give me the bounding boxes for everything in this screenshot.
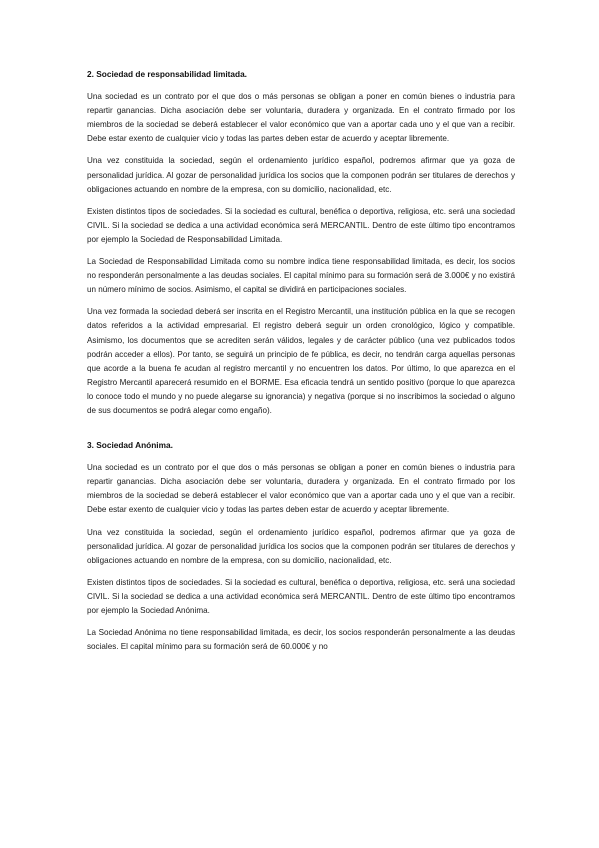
paragraph: Una vez formada la sociedad deberá ser inscrita en el Registro Mercantil, una institución pública en la que se recogen datos referidos a la actividad empresarial. El registro deberá seguir un orden cronológico, lógico y compatible. Asimismo, los documentos que se acrediten serán válidos, legales y de carácter público (una vez publicados todos podrán acceder a ellos). Por tanto, se seguirá un principio de fe pública, es decir, no tendrán carga aquellas personas que acorde a la buena fe acudan al registro mercantil y no encuentren los datos. Por último, lo que aparezca en el Registro Mercantil aparecerá resumido en el BORME. Esa eficacia tendrá un sentido positivo (porque lo que aparezca lo conoce todo el mundo y no puede alegarse su ignorancia) y negativa (porque si no inscribimos la sociedad o alguno de sus documentos se podrá alegar como engaño). bbox=[87, 307, 515, 415]
section-heading: 3. Sociedad Anónima. bbox=[87, 440, 173, 451]
paragraph: Una sociedad es un contrato por el que dos o más personas se obligan a poner en común bienes o industria para repartir ganancias. Dicha asociación debe ser voluntaria, duradera y organizada. En el contrato firmado por los miembros de la sociedad se deberá establecer el valor económico que van a aportar cada uno y el que van a recibir. Debe estar exento de cualquier vicio y todas las partes deben estar de acuerdo y aceptar libremente. bbox=[87, 92, 515, 144]
paragraph: La Sociedad Anónima no tiene responsabilidad limitada, es decir, los socios responderán personalmente a las deudas sociales. El capital mínimo para su formación será de 60.000€ y no bbox=[87, 628, 515, 652]
paragraph: Una vez constituida la sociedad, según el ordenamiento jurídico español, podremos afirmar que ya goza de personalidad jurídica. Al gozar de personalidad jurídica los socios que la componen podrán ser titulares de derechos y obligaciones actuando en nombre de la empresa, con su domicilio, nacionalidad, etc. bbox=[87, 156, 515, 194]
section-sociedad-anonima bbox=[87, 438, 515, 654]
section-heading: 2. Sociedad de responsabilidad limitada. bbox=[87, 69, 247, 79]
paragraph: Una vez constituida la sociedad, según el ordenamiento jurídico español, podremos afirmar que ya goza de personalidad jurídica. Al gozar de personalidad jurídica los socios que la componen podrán ser titulares de derechos y obligaciones actuando en nombre de la empresa, con su domicilio, nacionalidad, etc. bbox=[87, 527, 515, 565]
paragraph: La Sociedad de Responsabilidad Limitada como su nombre indica tiene responsabilidad limitada, es decir, los socios no responderán personalmente a las deudas sociales. El capital mínimo para su formación será de 3.000€ y no existirá un número mínimo de socios. Asimismo, el capital se dividirá en participaciones sociales. bbox=[87, 257, 515, 295]
paragraph: Una sociedad es un contrato por el que dos o más personas se obligan a poner en común bienes o industria para repartir ganancias. Dicha asociación debe ser voluntaria, duradera y organizada. En el contrato firmado por los miembros de la sociedad se deberá establecer el valor económico que van a aportar cada uno y el que van a recibir. Debe estar exento de cualquier vicio y todas las partes deben estar de acuerdo y aceptar libremente. bbox=[87, 463, 515, 515]
section-sociedad-limitada bbox=[87, 67, 515, 418]
paragraph: Existen distintos tipos de sociedades. Si la sociedad es cultural, benéfica o deportiva, religiosa, etc. será una sociedad CIVIL. Si la sociedad se dedica a una actividad económica será MERCANTIL. Dentro de este último tipo encontramos por ejemplo la Sociedad Anónima. bbox=[87, 577, 515, 615]
paragraph: Existen distintos tipos de sociedades. Si la sociedad es cultural, benéfica o deportiva, religiosa, etc. será una sociedad CIVIL. Si la sociedad se dedica a una actividad económica será MERCANTIL. Dentro de este último tipo encontramos por ejemplo la Sociedad de Responsabilidad Limitada. bbox=[87, 206, 515, 244]
document-body bbox=[87, 67, 515, 662]
